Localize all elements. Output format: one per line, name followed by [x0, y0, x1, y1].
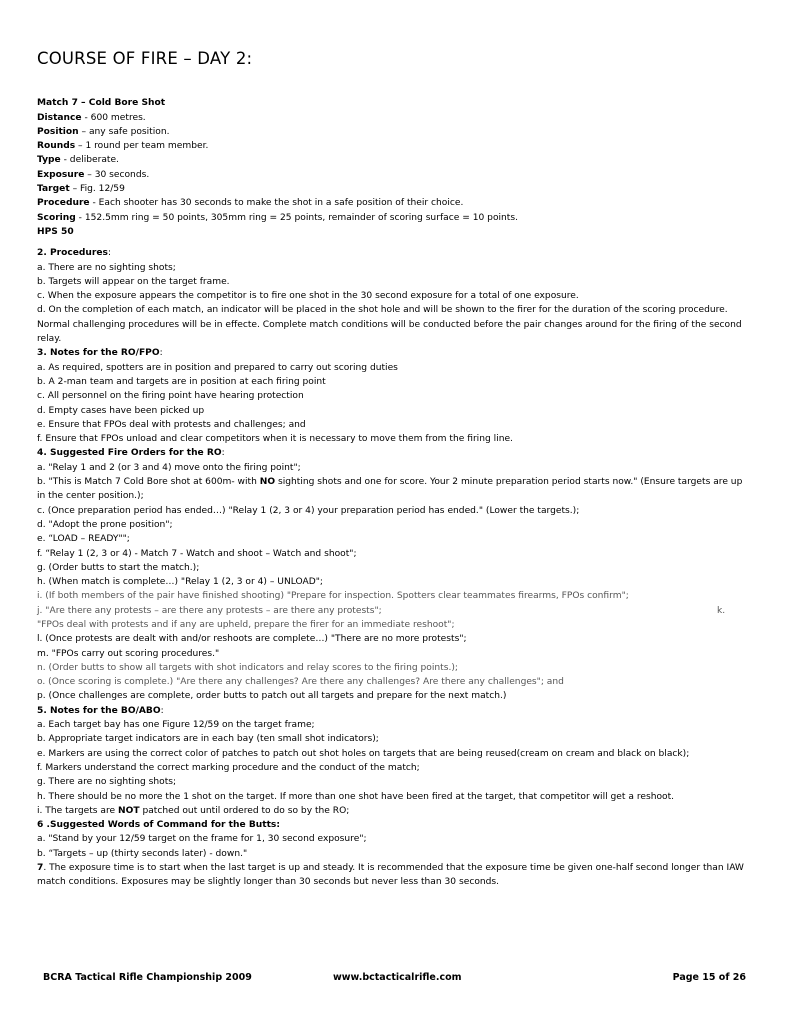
procedures-section [37, 246, 752, 346]
match-field: Target – Fig. 12/59 [37, 184, 125, 195]
match-heading: Match 7 – Cold Bore Shot [37, 98, 166, 109]
list-item: e. Markers are using the correct color of patches to patch out shot holes on targets that are being reused(cream on cream and black on black); [37, 748, 690, 759]
match-field: Position – any safe position. [37, 126, 170, 137]
list-item: f. “Relay 1 (2, 3 or 4) - Match 7 - Watch and shoot – Watch and shoot"; [37, 548, 357, 559]
document-body [37, 49, 752, 890]
list-item: a. Each target bay has one Figure 12/59 on the target frame; [37, 720, 315, 731]
bo-notes-section [37, 704, 752, 818]
list-item: c. When the exposure appears the competitor is to fire one shot in the 30 second exposure for a total of one exposure. [37, 291, 579, 302]
list-item: e. Ensure that FPOs deal with protests and challenges; and [37, 419, 306, 430]
list-item: a. There are no sighting shots; [37, 262, 176, 273]
butts-section [37, 818, 752, 861]
section-heading: 4. Suggested Fire Orders for the RO: [37, 448, 225, 459]
item-letter-k: k. [717, 605, 726, 616]
list-item: d. "Adopt the prone position"; [37, 519, 173, 530]
match-field: Procedure - Each shooter has 30 seconds to make the shot in a safe position of their choice. [37, 198, 464, 209]
match-field: Type - deliberate. [37, 155, 119, 166]
list-item: l. (Once protests are dealt with and/or reshoots are complete…) "There are no more protests"; [37, 634, 467, 645]
match-field: Distance - 600 metres. [37, 112, 146, 123]
ro-notes-section [37, 346, 752, 446]
hps-label: HPS 50 [37, 226, 74, 237]
section-heading: 5. Notes for the BO/ABO: [37, 705, 164, 716]
list-item: b. A 2-man team and targets are in position at each firing point [37, 376, 326, 387]
closing-paragraph: 7. The exposure time is to start when the last target is up and steady. It is recommended that the exposure time be given one-half second longer than IAW match conditions. Exposures may be slightly longer than 30 seconds but never less than 30 seconds. [37, 863, 744, 888]
list-item: g. (Order butts to start the match.); [37, 562, 200, 573]
list-item: h. There should be no more the 1 shot on the target. If more than one shot have been fired at the target, that competitor will get a reshoot. [37, 791, 675, 802]
section-heading: 2. Procedures: [37, 248, 112, 259]
list-item: i. The targets are NOT patched out until ordered to do so by the RO; [37, 805, 350, 816]
list-item: b. “Targets – up (thirty seconds later) - down." [37, 848, 248, 859]
match-section [37, 96, 752, 239]
list-item: b. "This is Match 7 Cold Bore shot at 600m- with NO sighting shots and one for score. Your 2 minute preparation period starts now." (Ensure targets are up in the center position.); [37, 477, 743, 502]
list-item: n. (Order butts to show all targets with shot indicators and relay scores to the firing points.); [37, 662, 458, 673]
page-number: Page 15 of 26 [672, 972, 746, 983]
list-item: b. Targets will appear on the target frame. [37, 276, 230, 287]
list-item: c. (Once preparation period has ended…) "Relay 1 (2, 3 or 4) your preparation period has ended." (Lower the targets.); [37, 505, 580, 516]
list-item: i. (If both members of the pair have finished shooting) "Prepare for inspection. Spotters clear teammates firearms, FPOs confirm"; [37, 591, 629, 602]
list-item: a. "Relay 1 and 2 (or 3 and 4) move onto the firing point"; [37, 462, 301, 473]
list-item: "FPOs deal with protests and if any are upheld, prepare the firer for an immediate reshoot"; [37, 619, 455, 630]
list-item: g. There are no sighting shots; [37, 777, 177, 788]
section-heading: 6 .Suggested Words of Command for the Butts: [37, 820, 280, 831]
page-title: COURSE OF FIRE – DAY 2: [37, 49, 253, 68]
list-item: b. Appropriate target indicators are in each bay (ten small shot indicators); [37, 734, 379, 745]
list-item: m. "FPOs carry out scoring procedures." [37, 648, 220, 659]
list-item: e. “LOAD – READY""; [37, 534, 130, 545]
list-item: a. As required, spotters are in position and prepared to carry out scoring duties [37, 362, 398, 373]
footer-url: www.bctacticalrifle.com [333, 972, 462, 983]
list-item: c. All personnel on the firing point have hearing protection [37, 391, 304, 402]
list-item: d. Empty cases have been picked up [37, 405, 205, 416]
list-item: p. (Once challenges are complete, order butts to patch out all targets and prepare for the next match.) [37, 691, 507, 702]
fire-orders-section [37, 446, 752, 703]
list-item: o. (Once scoring is complete.) "Are there any challenges? Are there any challenges? Are there any challenges"; and [37, 677, 564, 688]
list-item: f. Ensure that FPOs unload and clear competitors when it is necessary to move them from the firing line. [37, 434, 513, 445]
list-item: j. "Are there any protests – are there any protests – are there any protests"; k. [37, 604, 752, 618]
footer-left: BCRA Tactical Rifle Championship 2009 [43, 972, 252, 983]
list-item: f. Markers understand the correct marking procedure and the conduct of the match; [37, 762, 420, 773]
match-field: Scoring - 152.5mm ring = 50 points, 305mm ring = 25 points, remainder of scoring surface = 10 points. [37, 212, 518, 223]
list-item: h. (When match is complete…) "Relay 1 (2, 3 or 4) – UNLOAD"; [37, 577, 323, 588]
section-heading: 3. Notes for the RO/FPO: [37, 348, 163, 359]
list-item: a. "Stand by your 12/59 target on the frame for 1, 30 second exposure"; [37, 834, 367, 845]
list-item: d. On the completion of each match, an indicator will be placed in the shot hole and will be shown to the firer for the duration of the scoring procedure. Normal challenging procedures will be in effecte. Complete match conditions will be conducted before the pair changes around for the firing of the second relay. [37, 305, 742, 345]
match-field: Rounds – 1 round per team member. [37, 141, 209, 152]
match-field: Exposure – 30 seconds. [37, 169, 150, 180]
